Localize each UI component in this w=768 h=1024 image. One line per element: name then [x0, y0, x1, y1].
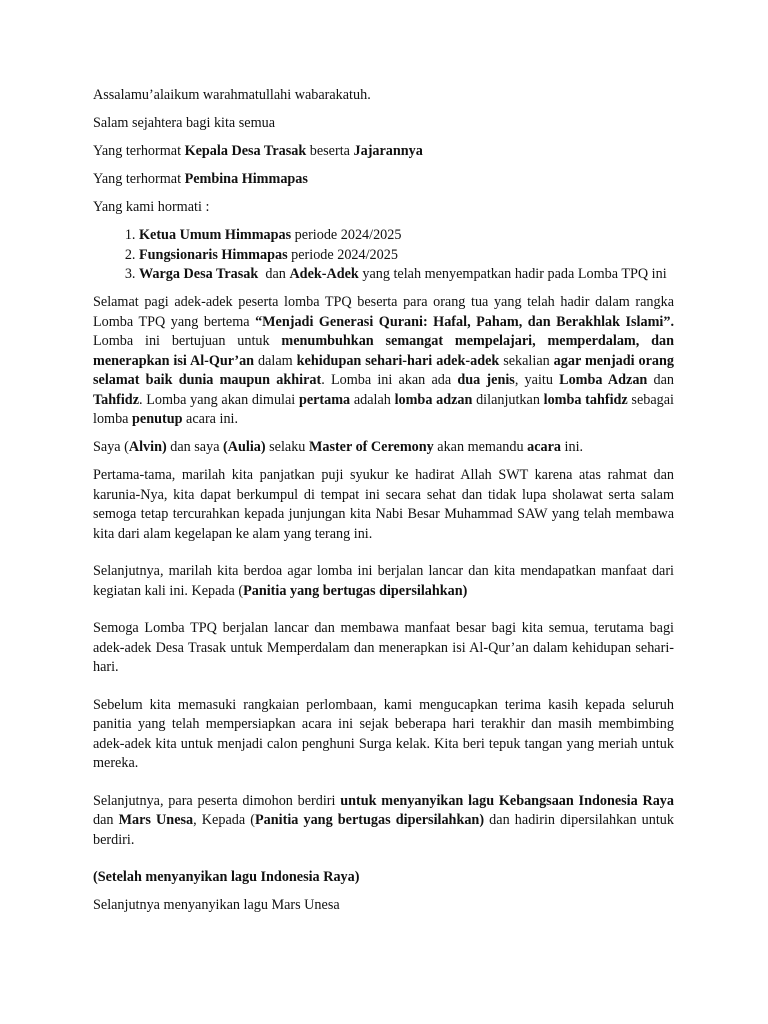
list-item-text: yang telah menyempatkan hadir pada Lomba TPQ ini — [358, 266, 667, 282]
stage-note — [93, 868, 674, 888]
honor-line-1 — [93, 142, 674, 162]
bold-text: agar menjadi orang selamat baik dunia maupun akhirat — [93, 352, 675, 388]
list-item-bold: Warga Desa Trasak — [139, 266, 259, 282]
bold-text: Lomba Adzan — [559, 372, 648, 388]
honor1-d: Jajarannya — [353, 143, 423, 159]
bold-text: Panitia yang bertugas dipersilahkan) — [243, 582, 468, 599]
text: dalam — [254, 352, 297, 369]
paragraph-opening — [93, 293, 674, 430]
bold-text: pertama — [298, 391, 351, 408]
honor-line-3: Yang kami hormati : — [93, 199, 210, 215]
closing-line: Selanjutnya menyanyikan lagu Mars Unesa — [93, 897, 340, 913]
text: akan memandu — [433, 439, 528, 455]
list-item-text: periode 2024/2025 — [287, 246, 398, 263]
text: . Lomba yang akan dimulai — [139, 391, 299, 408]
paragraph-hope: Semoga Lomba TPQ berjalan lancar dan membawa manfaat besar bagi kita semua, terutama bagi adek-adek Desa Trasak untuk Memperdalam dan menerapkan isi Al-Qur’an dalam kehidupan sehari-hari. — [93, 620, 674, 675]
list-item-text: dan — [258, 266, 290, 282]
text: acara ini. — [182, 411, 239, 427]
paragraph-gratitude: Pertama-tama, marilah kita panjatkan puji syukur ke hadirat Allah SWT karena atas rahmat dan karunia-Nya, kita dapat berkumpul di tempat ini secara sehat dan tidak lupa sholawat serta salam semoga tetap tercurahkan kepada junjungan kita Nabi Besar Muhammad SAW yang telah membawa kita dari alam kegelapan ke alam yang terang ini. — [93, 467, 674, 542]
text: dan — [93, 812, 119, 828]
text: dan hadirin dipersilahkan untuk berdiri. — [93, 812, 674, 848]
salam: Salam sejahtera bagi kita semua — [93, 115, 276, 131]
text: Saya ( — [93, 439, 129, 455]
paragraph-thanks: Sebelum kita memasuki rangkaian perlombaan, kami mengucapkan terima kasih kepada seluruh panitia yang telah mempersiapkan acara ini sejak beberapa hari terakhir dan masih membimbing adek-adek kita untuk menjadi calon penghuni Surga kelak. Kita beri tepuk tangan yang meriah untuk mereka. — [93, 696, 674, 771]
text: sebagai lomba — [93, 391, 674, 427]
honor2-b: Pembina Himmapas — [184, 171, 308, 187]
text: dan saya — [166, 439, 224, 455]
list-item — [139, 246, 674, 266]
text: Selanjutnya, marilah kita berdoa agar lomba ini berjalan lancar dan kita mendapatkan manfaat dari kegiatan kali ini. Kepada ( — [93, 563, 674, 599]
text: sekalian — [499, 352, 554, 369]
bold-text: lomba adzan — [394, 391, 473, 408]
guest-list — [93, 226, 674, 285]
list-item — [139, 265, 674, 285]
paragraph-prayer — [93, 562, 674, 601]
bold-text: Tahfidz — [93, 391, 139, 408]
bold-text: lomba tahfidz — [543, 391, 628, 408]
text: ini. — [560, 439, 584, 455]
list-item-text: periode 2024/2025 — [291, 227, 402, 243]
bold-text: Panitia yang bertugas dipersilahkan) — [255, 812, 485, 828]
text: dan — [647, 372, 674, 388]
honor-line-2 — [93, 170, 674, 190]
text: Selanjutnya, para peserta dimohon berdiri — [93, 792, 341, 809]
bold-text: dua jenis — [457, 372, 515, 388]
bold-text: (Aulia) — [223, 439, 266, 455]
honor1-c: beserta — [306, 143, 354, 159]
text: selaku — [265, 439, 309, 455]
bold-text: untuk menyanyikan lagu Kebangsaan Indonesia Raya — [340, 792, 674, 809]
text: , Kepada ( — [193, 812, 255, 828]
greeting: Assalamu’alaikum warahmatullahi wabarakatuh. — [93, 87, 371, 103]
stage-note-text: (Setelah menyanyikan lagu Indonesia Raya) — [93, 869, 360, 885]
bold-text: penutup — [132, 411, 183, 427]
list-item-bold: Ketua Umum Himmapas — [139, 227, 292, 243]
paragraph-anthem — [93, 792, 674, 851]
list-item-bold: Fungsionaris Himmapas — [139, 246, 288, 263]
text: Selamat pagi adek-adek peserta lomba TPQ beserta para orang tua yang telah hadir dalam rangka Lomba TPQ yang bertema — [93, 294, 674, 330]
honor1-a: Yang terhormat — [93, 143, 185, 159]
document-page — [93, 86, 674, 924]
bold-text: acara — [527, 439, 561, 455]
paragraph-mc — [93, 438, 674, 458]
bold-text: Master of Ceremony — [308, 439, 434, 455]
text: , yaitu — [514, 372, 560, 388]
text: adalah — [350, 391, 395, 408]
honor1-b: Kepala Desa Trasak — [184, 143, 307, 159]
bold-text: kehidupan sehari-hari adek-adek — [296, 352, 500, 369]
honor2-a: Yang terhormat — [93, 171, 185, 187]
text: Lomba ini bertujuan untuk — [93, 333, 282, 349]
list-item — [139, 226, 674, 246]
list-item-bold: Adek-Adek — [289, 266, 359, 282]
text: . Lomba ini akan ada — [321, 372, 458, 388]
text: dilanjutkan — [472, 391, 544, 408]
bold-text: menumbuhkan semangat mempelajari, memperdalam, dan menerapkan isi Al-Qur’an — [93, 333, 675, 369]
bold-text: Alvin) — [128, 439, 167, 455]
theme-bold: “Menjadi Generasi Qurani: Hafal, Paham, dan Berakhlak Islami”. — [255, 313, 674, 330]
bold-text: Mars Unesa — [118, 812, 194, 828]
